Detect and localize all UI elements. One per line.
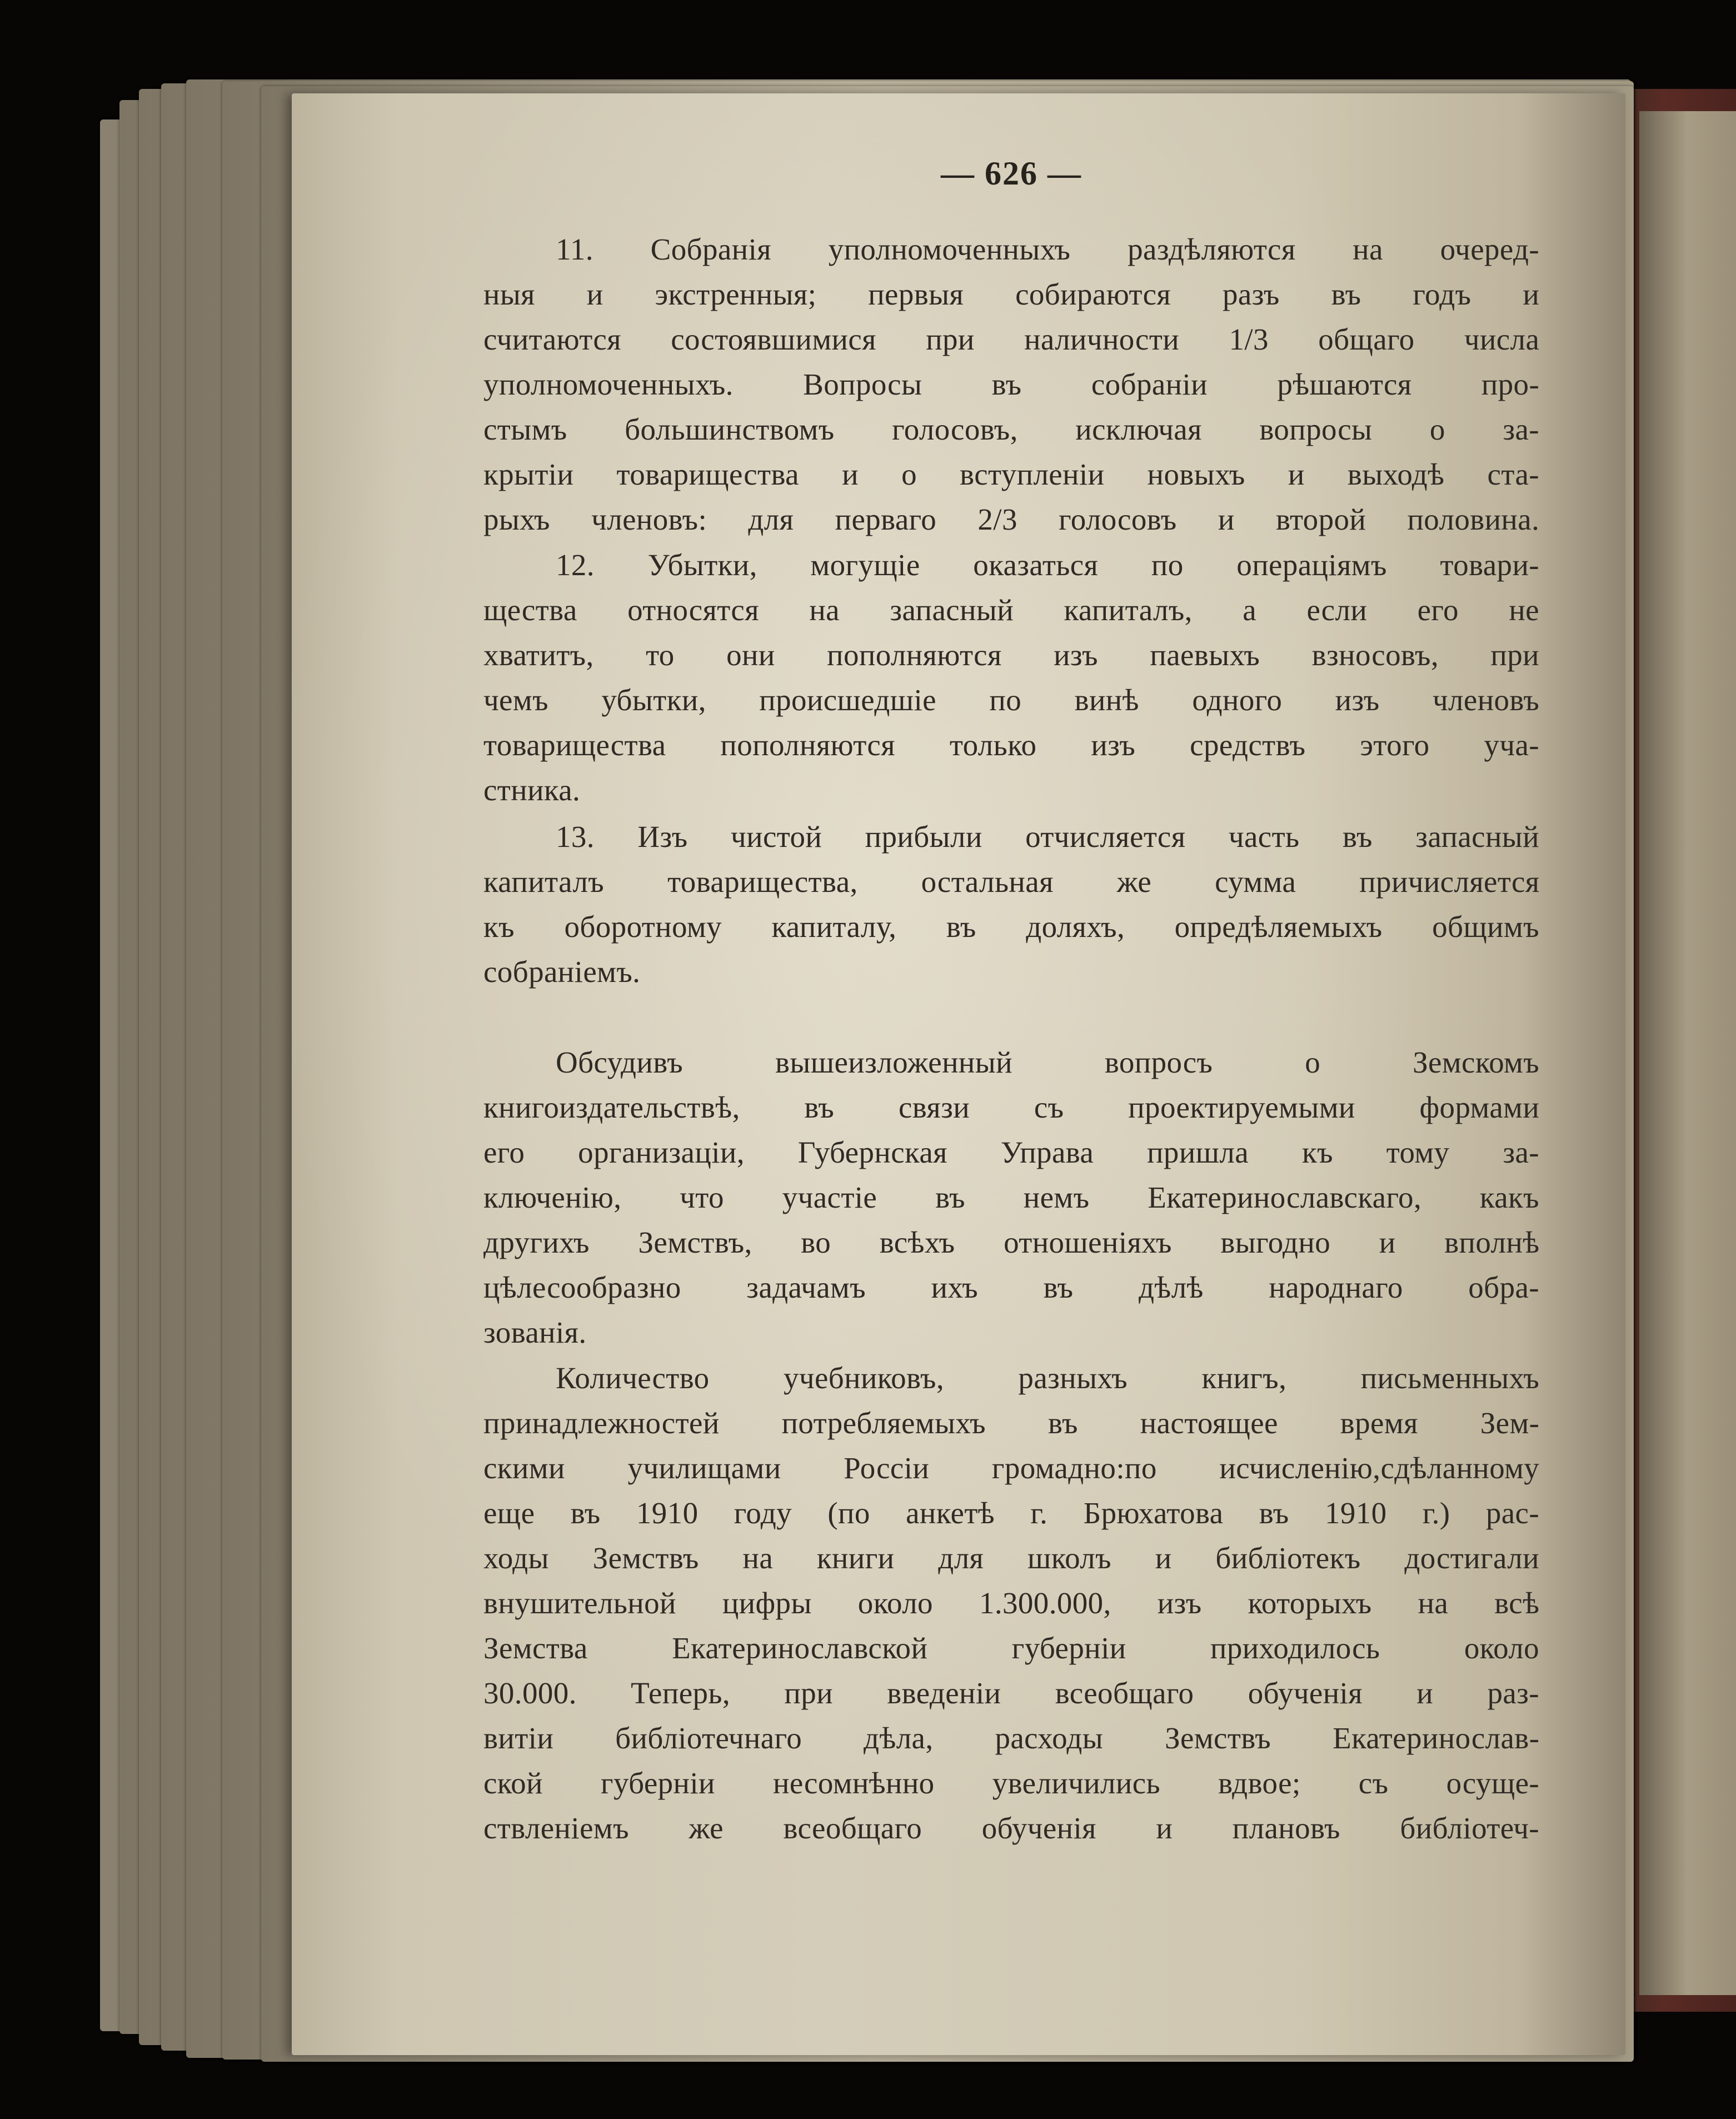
text-line: еще въ 1910 году (по анкетѣ г. Брюхатова въ 1910 г.) рас-	[483, 1496, 1540, 1530]
page-sheet	[292, 93, 1625, 2055]
text-line: ской губерніи несомнѣнно увеличились вдвое; съ осуще-	[483, 1766, 1540, 1800]
text-line: внушительной цифры около 1.300.000, изъ которыхъ на всѣ	[483, 1586, 1540, 1620]
text-line: ключенію, что участіе въ немъ Екатеринославскаго, какъ	[483, 1180, 1539, 1214]
facing-page-edge	[1639, 111, 1736, 1995]
text-line: зованія.	[483, 1315, 587, 1349]
paragraph-13	[483, 814, 1539, 994]
text-line: 30.000. Теперь, при введеніи всеобщаго обученія и раз-	[483, 1676, 1539, 1710]
text-line: уполномоченныхъ. Вопросы въ собраніи рѣшаются про-	[483, 367, 1540, 401]
text-line: ствленіемъ же всеобщаго обученія и плановъ библіотеч-	[483, 1811, 1539, 1845]
text-line: стника.	[483, 773, 581, 807]
paragraph-obsudiv	[483, 1040, 1539, 1355]
page-number: — 626 —	[941, 155, 1082, 192]
text-line: 12. Убытки, могущіе оказаться по операціямъ товари-	[556, 548, 1539, 582]
text-line: хватитъ, то они пополняются изъ паевыхъ взносовъ, при	[483, 638, 1539, 672]
text-line: капиталъ товарищества, остальная же сумма причисляется	[483, 865, 1540, 899]
text-line: Количество учебниковъ, разныхъ книгъ, письменныхъ	[556, 1361, 1540, 1395]
text-line: 11. Собранія уполномоченныхъ раздѣляются на очеред-	[556, 232, 1540, 266]
text-line: витіи библіотечнаго дѣла, расходы Земствъ Екатеринослав-	[483, 1721, 1540, 1755]
text-line: 13. Изъ чистой прибыли отчисляется часть въ запасный	[556, 820, 1539, 854]
text-line: стымъ большинствомъ голосовъ, исключая вопросы о за-	[483, 412, 1539, 446]
text-line: считаются состоявшимися при наличности 1/3 общаго числа	[483, 322, 1540, 356]
text-line: ходы Земствъ на книги для школъ и библіотекъ достигали	[483, 1541, 1539, 1575]
paragraph-12	[483, 542, 1539, 812]
text-line: къ оборотному капиталу, въ доляхъ, опредѣляемыхъ общимъ	[483, 910, 1539, 944]
text-line: цѣлесообразно задачамъ ихъ въ дѣлѣ народнаго обра-	[483, 1270, 1539, 1304]
text-line: собраніемъ.	[483, 955, 641, 989]
text-line: Земства Екатеринославской губерніи приходилось около	[483, 1631, 1539, 1665]
text-line: крытіи товарищества и о вступленіи новыхъ и выходѣ ста-	[483, 457, 1539, 491]
text-line: ныя и экстренныя; первыя собираются разъ въ годъ и	[483, 277, 1540, 311]
text-line: рыхъ членовъ: для перваго 2/3 голосовъ и второй половина.	[483, 502, 1540, 536]
paragraph-11	[483, 227, 1539, 542]
text-line: скими училищами Россіи громадно:по исчисленію,сдѣланному	[483, 1451, 1540, 1485]
text-line: книгоиздательствѣ, въ связи съ проектируемыми формами	[483, 1090, 1540, 1124]
text-line: щества относятся на запасный капиталъ, а если его не	[483, 593, 1539, 627]
text-line: его организаціи, Губернская Управа пришла къ тому за-	[483, 1135, 1539, 1169]
text-line: чемъ убытки, происшедшіе по винѣ одного изъ членовъ	[483, 683, 1540, 717]
text-line: товарищества пополняются только изъ средствъ этого уча-	[483, 728, 1539, 762]
text-line: принадлежностей потребляемыхъ въ настоящее время Зем-	[483, 1406, 1540, 1440]
text-line: Обсудивъ вышеизложенный вопросъ о Земскомъ	[556, 1045, 1540, 1079]
text-line: другихъ Земствъ, во всѣхъ отношеніяхъ выгодно и вполнѣ	[483, 1225, 1540, 1259]
paragraph-kolichestvo	[483, 1355, 1539, 1851]
